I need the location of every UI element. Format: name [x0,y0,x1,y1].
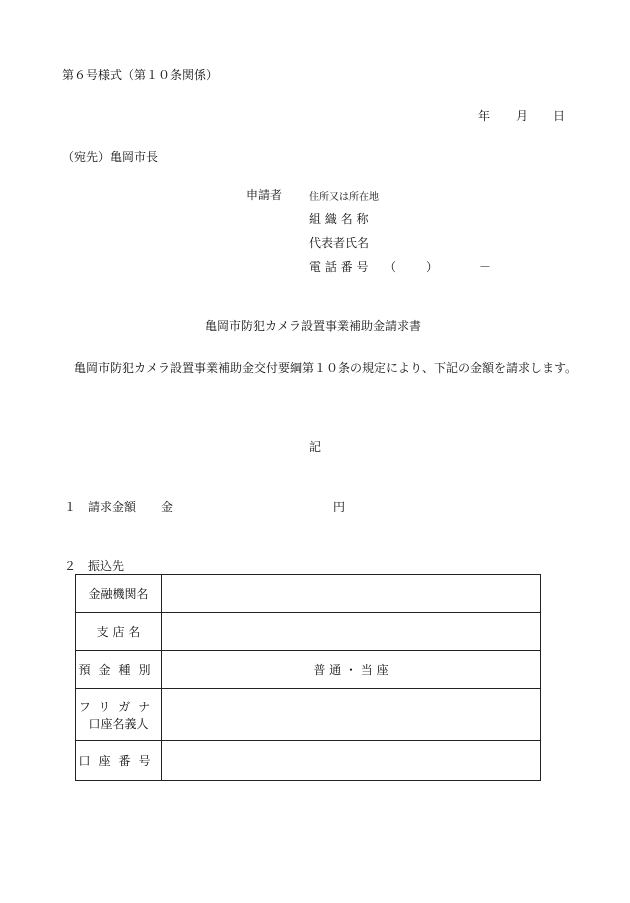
applicant-representative-label: 代表者氏名 [309,236,370,250]
account-type-label: 預金種別 [76,651,162,689]
form-number: 第６号様式（第１０条関係） [62,68,219,82]
bank-table [75,574,541,781]
applicant-label: 申請者 [246,188,283,202]
date-day: 日 [553,109,566,123]
phone-dash: － [479,260,492,274]
applicant-phone-label: 電 話 番 号 [309,260,369,274]
branch-label: 支 店 名 [76,613,162,651]
bank-name-field[interactable] [162,575,541,613]
account-type-value[interactable]: 普 通 ・ 当 座 [162,651,541,689]
ki-heading: 記 [309,440,322,454]
phone-paren-close: ） [426,260,439,274]
holder-label-cell [76,689,162,741]
item1-number: １ [64,500,77,514]
date-year: 年 [478,109,491,123]
account-number-field[interactable] [162,741,541,781]
item2-label: 振込先 [88,559,125,573]
addressee: （宛先）亀岡市長 [62,150,159,164]
item1-yen: 円 [333,500,346,514]
account-number-label: 口座番号 [76,741,162,781]
body-text: 亀岡市防犯カメラ設置事業補助金交付要綱第１０条の規定により、下記の金額を請求します。 [74,361,578,375]
applicant-org-name-label: 組 織 名 称 [309,212,369,226]
item1-kin: 金 [161,500,174,514]
phone-paren-open: （ [384,260,397,274]
branch-field[interactable] [162,613,541,651]
document-title: 亀岡市防犯カメラ設置事業補助金請求書 [205,319,422,333]
date-month: 月 [516,109,529,123]
furigana-label: フリガナ [78,699,159,714]
table-row [76,613,541,651]
bank-name-label: 金融機関名 [76,575,162,613]
item2-number: ２ [64,559,77,573]
holder-label: 口座名義人 [88,716,149,731]
table-row [76,575,541,613]
table-row [76,689,541,741]
applicant-address-label: 住所又は所在地 [309,192,379,203]
holder-field[interactable] [162,689,541,741]
item1-label: 請求金額 [88,500,137,514]
table-row [76,651,541,689]
table-row [76,741,541,781]
